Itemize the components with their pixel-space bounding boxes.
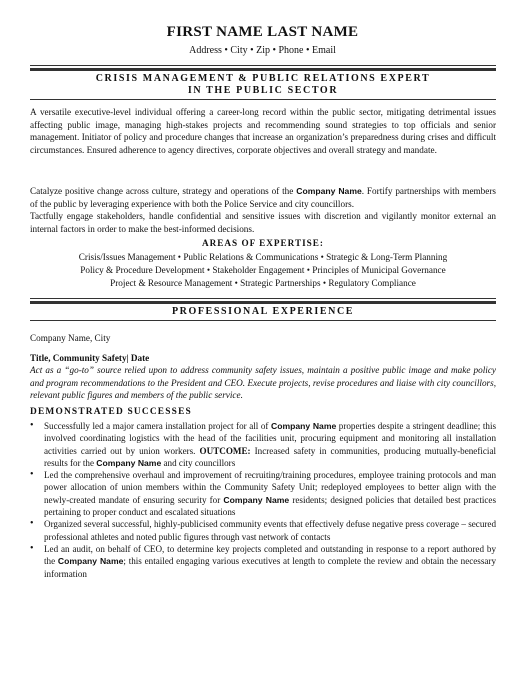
bullet-text: Led the comprehensive overhaul and improvement of recruiting/training procedures, employee training protocols and man power allocation of union members within the Community Safety Unit; redeployed employees to better align with the newly-created mandate of ensuring security for <box>44 470 496 505</box>
summary-text: . Fortify partnerships with members of the public by leveraging experience with both the Police Service and city councillors. <box>30 186 496 209</box>
divider <box>30 298 496 299</box>
divider <box>30 320 496 321</box>
divider <box>30 65 496 66</box>
summary-paragraph-3: Tactfully engage stakeholders, handle confidential and sensitive issues with discretion and vigilantly monitor external an internal factors in order to make the best-informed decisions. <box>30 211 496 234</box>
job-description: Act as a “go-to” source relied upon to address community safety issues, maintain a positive public image and make policy and program recommendations to the President and CEO. Execute projects, revise procedures and liaise with city councillors, relevant public figures and members of the public service. <box>30 365 496 401</box>
outcome-label: OUTCOME: <box>199 445 251 456</box>
list-item <box>30 469 496 518</box>
successes-heading: DEMONSTRATED SUCCESSES <box>30 407 192 417</box>
title-banner-line-2: IN THE PUBLIC SECTOR <box>187 85 339 96</box>
bullet-text: ; this entailed engaging various executives at length to complete the review and obtain the necessary information <box>44 556 496 579</box>
expertise-heading: AREAS OF EXPERTISE: <box>202 238 324 248</box>
bullet-text: Increased safety in communities, producing mutually-beneficial results for the <box>44 445 497 468</box>
candidate-name: FIRST NAME LAST NAME <box>166 24 359 40</box>
company-name: Company Name <box>296 186 362 196</box>
bullet-icon: • <box>30 420 34 431</box>
list-item <box>30 420 496 469</box>
divider <box>30 301 496 304</box>
divider <box>30 68 496 71</box>
experience-banner: PROFESSIONAL EXPERIENCE <box>171 306 355 317</box>
successes-list <box>30 420 496 580</box>
company-name: Company Name <box>271 421 337 431</box>
bullet-text: Organized several successful, highly-publicised community events that effectively defuse negative press coverage – secured professional athletes and noted public figures through vast network of contacts <box>44 519 496 542</box>
expertise-line: Project & Resource Management • Strategic Partnerships • Regulatory Compliance <box>110 278 416 288</box>
contact-line: Address • City • Zip • Phone • Email <box>189 45 336 56</box>
bullet-text: Successfully led a major camera installation project for all of <box>44 421 272 431</box>
company-name: Company Name <box>57 556 124 567</box>
divider <box>30 99 496 100</box>
bullet-icon: • <box>30 469 34 481</box>
bullet-icon: • <box>30 518 34 530</box>
expertise-line: Crisis/Issues Management • Public Relations & Communications • Strategic & Long-Term Planning <box>78 252 448 262</box>
list-item <box>30 543 496 580</box>
bullet-text: properties despite a stringent deadline; this involved coordinating logistics with the head of the facilities unit, procuring equipment and monitoring all installation activities carried out by union workers. <box>44 421 497 456</box>
bullet-icon: • <box>30 542 34 554</box>
title-banner-line-1: CRISIS MANAGEMENT & PUBLIC RELATIONS EXPERT <box>95 73 431 84</box>
expertise-line: Policy & Procedure Development • Stakeholder Engagement • Principles of Municipal Governance <box>80 265 446 275</box>
bullet-text: Led an audit, on behalf of CEO, to determine key projects completed and outstanding in response to a report authored by the <box>44 543 496 567</box>
summary-paragraph-2 <box>30 185 496 210</box>
company-name: Company Name <box>96 457 162 468</box>
company-line: Company Name, City <box>30 333 111 343</box>
summary-text: Catalyze positive change across culture, strategy and operations of the <box>30 186 297 196</box>
bullet-text: residents; designed policies that detailed best practices pertaining to proper conduct and escalated situations <box>44 494 496 518</box>
job-title-line: Title, Community Safety| Date <box>30 353 150 363</box>
company-name: Company Name <box>223 494 290 505</box>
summary-paragraph: A versatile executive-level individual offering a career-long record within the public sector, mitigating detrimental issues affecting public image, managing high-stakes projects and recommending sound strategies to top officials and senior management. Initiator of policy and procedure changes that increase an organization’s preparedness during crises and difficult circumstances. Ensured adherence to agency directives, corporate objectives and overall strategy and mandate. <box>30 107 496 155</box>
list-item <box>30 518 496 543</box>
bullet-text: and city councillors <box>161 457 236 468</box>
